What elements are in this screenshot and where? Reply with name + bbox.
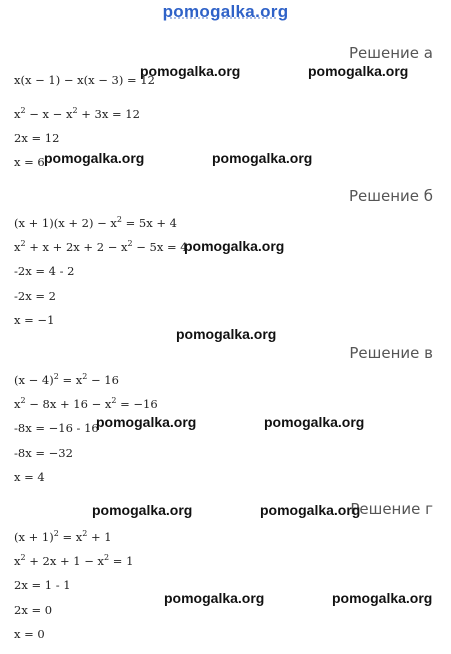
solution-g-line-4: 2x = 0 [14,603,53,617]
solution-g-line-3: 2x = 1 - 1 [14,578,71,592]
solution-b-line-4: -2x = 2 [14,289,56,303]
solution-b-title: Решение б [348,187,433,205]
solution-g-line-1: $(x + 1)^2 = x^2 + 1$ [14,529,112,544]
solution-b-line-5: x = −1 [14,313,55,327]
solution-g-line-2: $x^2 + 2x + 1 - x^2 = 1$ [14,553,134,568]
watermark: pomogalka.org [260,502,361,518]
watermark: pomogalka.org [264,414,365,430]
watermark: pomogalka.org [332,590,433,606]
solution-v-line-4: -8x = −32 [14,446,73,460]
watermark: pomogalka.org [212,150,313,166]
solution-v-line-3: -8x = −16 - 16 [14,421,99,435]
solution-g-line-5: x = 0 [14,627,45,641]
solution-v-line-2: $x^2 - 8x + 16 - x^2 = -16$ [14,396,158,411]
solution-a-line-2: $x^2 - x - x^2 + 3x = 12$ [14,106,140,121]
site-header-link[interactable]: pomogalka.org [162,2,289,21]
watermark: pomogalka.org [184,238,285,254]
solution-v-line-5: x = 4 [14,470,45,484]
watermark: pomogalka.org [164,590,265,606]
solution-a-line-1: x(x − 1) − x(x − 3) = 12 [14,73,155,87]
solution-b-line-1: $(x + 1)(x + 2) - x^2 = 5x + 4$ [14,215,177,230]
watermark: pomogalka.org [176,326,277,342]
solution-a-line-3: 2x = 12 [14,131,60,145]
solution-g-title: Решение г [350,500,433,518]
solution-b-line-3: -2x = 4 - 2 [14,264,75,278]
watermark: pomogalka.org [92,502,193,518]
watermark: pomogalka.org [44,150,145,166]
solution-a-line-4: x = 6 [14,155,45,169]
watermark: pomogalka.org [140,63,241,79]
solution-v-title: Решение в [349,344,433,362]
solution-a-title: Решение а [349,44,433,62]
watermark: pomogalka.org [96,414,197,430]
watermark: pomogalka.org [308,63,409,79]
solution-v-line-1: $(x - 4)^2 = x^2 - 16$ [14,372,119,387]
solution-b-line-2: $x^2 + x + 2x + 2 - x^2 - 5x = 4$ [14,239,188,254]
